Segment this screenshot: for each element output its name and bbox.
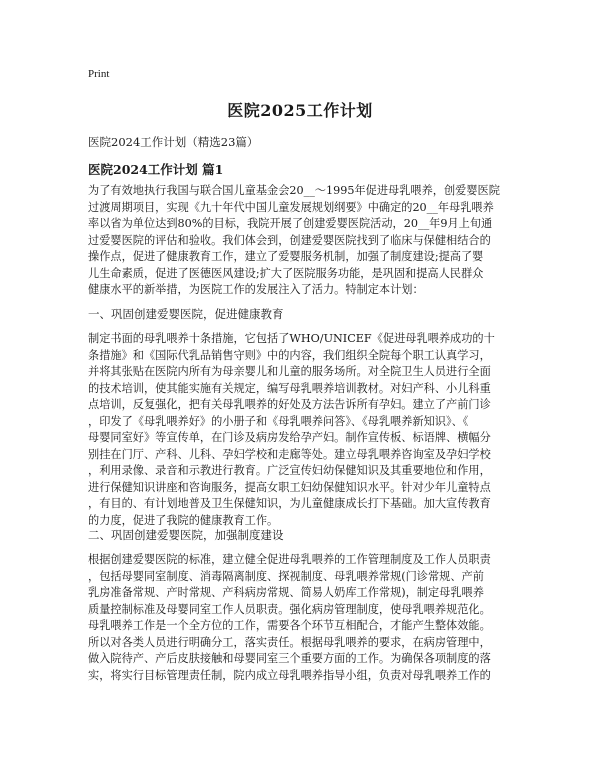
text-line: 别挂在门厅、产科、儿科、孕妇学校和走廊等处。建立母乳喂养咨询室及孕妇学校 [88,447,491,461]
text-line: 制定书面的母乳喂养十条措施，它包括了WHO/UNICEF《促进母乳喂养成功的十 [88,332,495,345]
text-line: 健康水平的新举措，为医院工作的发展注入了活力。特制定本计划： [88,283,424,296]
text-line: ，利用录像、录音和示教进行教育。广泛宣传妇幼保健知识及其重要地位和作用， [88,464,491,477]
text-line: 为了有效地执行我国与联合国儿童基金会20__～1995年促进母乳喂养，创爱婴医院 [88,184,500,197]
text-line: 乳房准备常规、产时常规、产科病房常规、简易人奶库工作常规)，制定母乳喂养 [88,586,484,599]
text-line: 过爱婴医院的评估和验收。我们体会到，创建爱婴医院找到了临床与保健相结合的 [88,233,491,247]
text-line: ，有目的、有计划地普及卫生保健知识，为儿童健康成长打下基础。加大宣传教育 [88,497,491,510]
text-line: 儿生命素质，促进了医德医风建设;扩大了医院服务功能，是巩固和提高人民群众 [88,266,484,280]
paragraph-health-education [88,331,514,529]
text-line: ，印发了《母乳喂养好》的小册子和《母乳喂养问答》、《母乳喂养新知识》、《 [88,414,469,428]
text-line: 所以对各类人员进行明确分工，落实责任。根据母乳喂养的要求，在病房管理中， [88,635,491,649]
subsection-heading-1: 一、巩固创建爱婴医院，促进健康教育 [88,307,284,321]
document-title: 医院2025工作计划 [227,101,373,120]
document-subtitle: 医院2024工作计划（精选23篇） [88,135,259,149]
text-line: 做入院待产、产后皮肤接触和母婴同室三个重要方面的工作。为确保各项制度的落 [88,652,491,665]
text-line: 并将其张贴在医院内所有为母亲婴儿和儿童的服务场所。对全院卫生人员进行全面 [88,365,491,378]
text-line: 根据创建爱婴医院的标准，建立健全促进母乳喂养的工作管理制度及工作人员职责 [88,553,491,566]
text-line: 母乳喂养工作是一个全方位的工作，需要各个环节互相配合，才能产生整体效能。 [88,619,491,632]
text-line: 的力度，促进了我院的健康教育工作。 [88,513,279,527]
section-heading: 医院2024工作计划 篇1 [88,162,224,177]
paragraph-system-building [88,552,514,684]
subsection-heading-2: 二、巩固创建爱婴医院，加强制度建设 [88,528,284,542]
text-line: 过渡周期项目，实现《九十年代中国儿童发展规划纲要》中确定的20__年母乳喂养 [88,200,494,214]
text-line: 质量控制标准及母婴同室工作人员职责。强化病房管理制度，使母乳喂养规范化。 [88,602,491,616]
text-line: 母婴同室好》等宣传单，在门诊及病房发给孕产妇。制作宣传板、标语牌、横幅分 [88,431,491,444]
paragraph-intro [88,183,514,299]
text-line: 进行保健知识讲座和咨询服务，提高女职工妇幼保健知识水平。针对少年儿童特点 [88,480,491,494]
text-line: 条措施》和《国际代乳品销售守则》中的内容，我们组织全院每个职工认真学习， [88,348,491,362]
text-line: ，包括母婴同室制度、消毒隔离制度、探视制度、母乳喂养常规(门诊常规、产前 [88,569,484,583]
text-line: 点培训，反复强化，把有关母乳喂养的好处及方法告诉所有孕妇。建立了产前门诊 [88,398,491,411]
text-line: 的技术培训，使其能实施有关规定，编写母乳喂养培训教材。对妇产科、小儿科重 [88,381,491,395]
text-line: 率以省为单位达到80%的目标，我院开展了创建爱婴医院活动，20__年9月上旬通 [88,217,493,230]
text-line: 操作点，促进了健康教育工作，建立了爱婴服务机制，加强了制度建设;提高了婴 [88,250,484,263]
print-label: Print [88,68,110,80]
text-line: 实，将实行目标管理责任制，院内成立母乳喂养指导小组，负责对母乳喂养工作的 [88,668,491,682]
